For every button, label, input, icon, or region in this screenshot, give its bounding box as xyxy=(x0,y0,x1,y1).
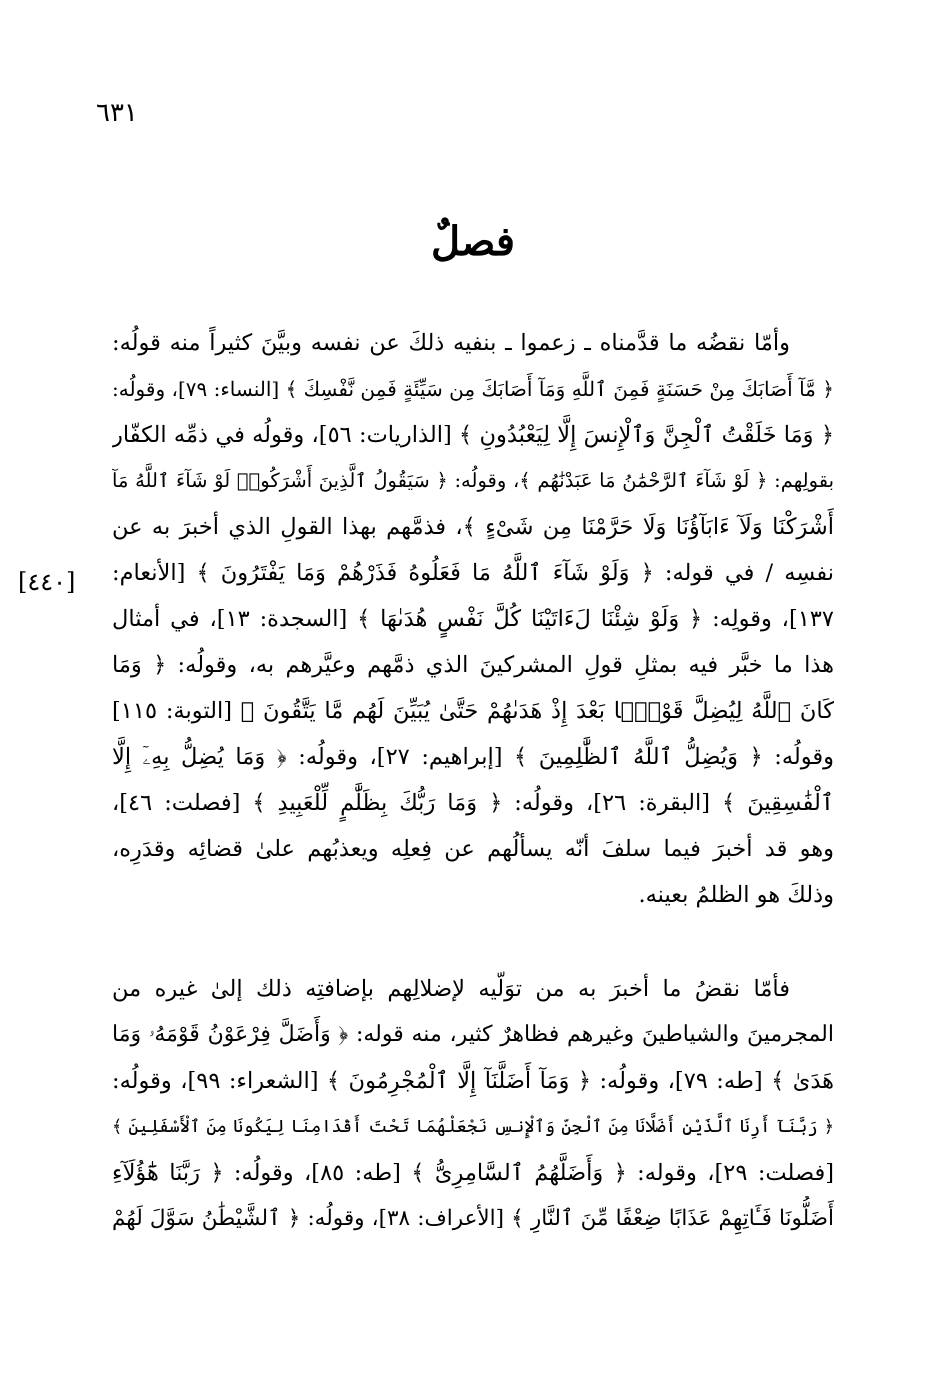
text-line: ٱلْفَٰسِقِينَ ﴾ [البقرة: ٢٦]، وقولُه: ﴿ وَمَا رَبُّكَ بِظَلَّٰمٍ لِّلْعَبِيدِ ﴾ [فصلت: ٤٦]، xyxy=(112,790,834,816)
text-line: بقولِهم: ﴿ لَوْ شَآءَ ٱلرَّحْمَٰنُ مَا عَبَدْنَٰهُم ﴾، وقولُه: ﴿ سَيَقُولُ ٱلَّذِينَ أَشْرَكُوا۟ لَوْ شَآءَ ٱللَّهُ مَآ xyxy=(112,469,834,492)
text-line: هذا ما خبَّر فيه بمثلِ قولِ المشركينَ الذي ذمَّهم وعيَّرهم به، وقولُه: ﴿ وَمَا xyxy=(112,652,834,678)
text-line: ١٣٧]، وقولِه: ﴿ وَلَوْ شِئْنَا لَءَاتَيْنَا كُلَّ نَفْسٍ هُدَىٰهَا ﴾ [السجدة: ١٣]، في أمثال xyxy=(112,606,834,632)
text-line: أَضَلُّونَا فَـَٔاتِهِمْ عَذَابًا ضِعْفًا مِّنَ ٱلنَّارِ ﴾ [الأعراف: ٣٨]، وقولُه: ﴿ ٱلشَّيْطَٰنُ سَوَّلَ لَهُمْ xyxy=(112,1206,834,1231)
page-number: ٦٣١ xyxy=(96,98,138,128)
text-line: ﴿ وَمَا خَلَقْتُ ٱلْجِنَّ وَٱلْإِنسَ إِلَّا لِيَعْبُدُونِ ﴾ [الذاريات: ٥٦]، وقولُه في ذمِّه الكفّار xyxy=(112,422,834,448)
text-line: فأمّا نقضُ ما أخبرَ به من توَلّيه لإضلالِهم بإضافتِه ذلك إلىٰ غيره من xyxy=(112,976,790,1002)
text-line: ﴿ مَّآ أَصَابَكَ مِنْ حَسَنَةٍ فَمِنَ ٱللَّهِ وَمَآ أَصَابَكَ مِن سَيِّئَةٍ فَمِن نَّفْسِكَ ﴾ [النساء: ٧٩]، وقولُه: xyxy=(112,377,834,401)
text-line: [فصلت: ٢٩]، وقوله: ﴿ وَأَضَلَّهُمُ ٱلسَّامِرِىُّ ﴾ [طه: ٨٥]، وقولُه: ﴿ رَبَّنَا هَٰٓؤُلَآءِ xyxy=(112,1160,834,1186)
section-heading: فصلٌ xyxy=(430,218,516,265)
text-line: وهو قد أخبرَ فيما سلفَ أنّه يسألُهم عن فِعلِه ويعذبُهم علىٰ قضائِه وقدَرِه، xyxy=(112,836,834,862)
text-line: وذلكَ هو الظلمُ بعينه. xyxy=(638,882,834,908)
paragraph-1 xyxy=(112,320,834,918)
text-line: المجرمينَ والشياطينَ وغيرهم فظاهرٌ كثير، منه قوله: ﴿ وَأَضَلَّ فِرْعَوْنُ قَوْمَهُۥ وَمَا xyxy=(112,1022,834,1047)
text-line: كَانَ ٱللَّهُ لِيُضِلَّ قَوْمًۢا بَعْدَ إِذْ هَدَىٰهُمْ حَتَّىٰ يُبَيِّنَ لَهُم مَّا يَتَّقُونَ ﴾ [التوبة: ١١٥] xyxy=(112,698,834,724)
text-line: ﴿ رَبَّنَآ أَرِنَا ٱلَّذَيْنِ أَضَلَّانَا مِنَ ٱلْجِنِّ وَٱلْإِنسِ نَجْعَلْهُمَا تَحْتَ أَقْدَامِنَا لِيَكُونَا مِنَ ٱلْأَسْفَلِينَ ﴾ xyxy=(112,1117,834,1137)
text-line: وقولُه: ﴿ وَيُضِلُّ ٱللَّهُ ٱلظَّٰلِمِينَ ﴾ [إبراهيم: ٢٧]، وقولُه: ﴿ وَمَا يُضِلُّ بِهِۦٓ إِلَّا xyxy=(112,744,834,770)
text-line: هَدَىٰ ﴾ [طه: ٧٩]، وقولُه: ﴿ وَمَآ أَضَلَّنَآ إِلَّا ٱلْمُجْرِمُونَ ﴾ [الشعراء: ٩٩]، وقولُه: xyxy=(112,1068,834,1094)
margin-reference: [٤٤٠] xyxy=(18,568,76,596)
paragraph-2 xyxy=(112,966,834,1242)
text-line: نفسِه / في قوله: ﴿ وَلَوْ شَآءَ ٱللَّهُ مَا فَعَلُوهُ فَذَرْهُمْ وَمَا يَفْتَرُونَ ﴾ [الأنعام: xyxy=(112,560,834,586)
text-line: أَشْرَكْنَا وَلَآ ءَابَآؤُنَا وَلَا حَرَّمْنَا مِن شَىْءٍ ﴾، فذمَّهم بهذا القولِ الذي أخبرَ به عن xyxy=(112,514,834,540)
text-line: وأمّا نقضُه ما قدَّمناه ـ زعموا ـ بنفيه ذلكَ عن نفسه وبيَّنَ كثيراً منه قولُه: xyxy=(112,330,790,356)
